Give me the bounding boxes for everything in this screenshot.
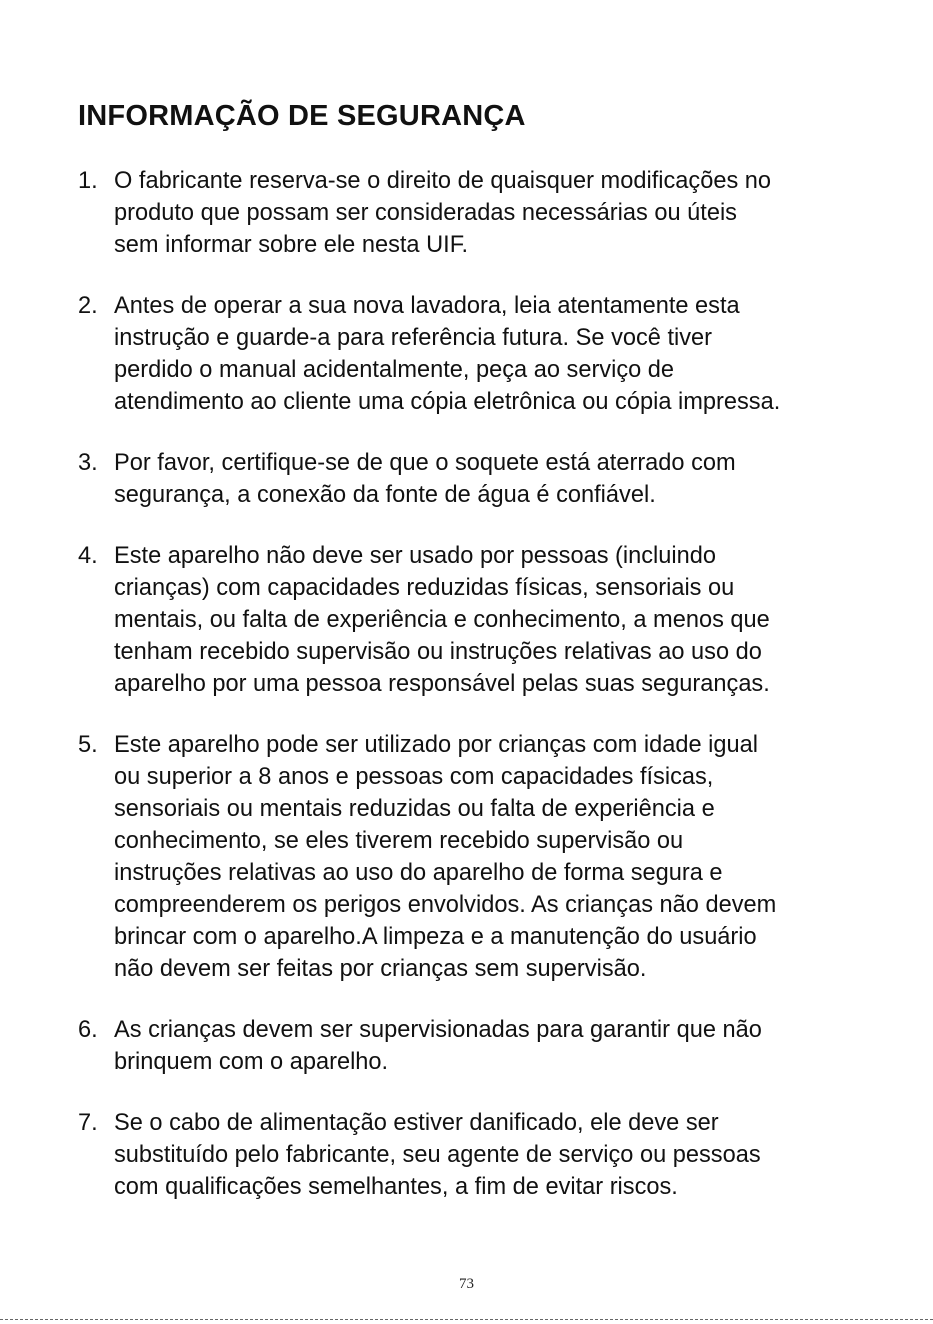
item-line: sensoriais ou mentais reduzidas ou falta de experiência e [114, 796, 715, 822]
item-line: crianças) com capacidades reduzidas físicas, sensoriais ou [114, 575, 735, 601]
item-line: Por favor, certifique-se de que o soquete está aterrado com [114, 450, 736, 476]
item-line: perdido o manual acidentalmente, peça ao serviço de [114, 357, 675, 383]
list-item [78, 1014, 878, 1078]
item-number: 5. [78, 732, 98, 758]
item-line: segurança, a conexão da fonte de água é confiável. [114, 482, 656, 508]
item-line: ou superior a 8 anos e pessoas com capacidades físicas, [114, 764, 714, 790]
item-line: produto que possam ser consideradas necessárias ou úteis [114, 200, 737, 226]
item-line: sem informar sobre ele nesta UIF. [114, 232, 469, 258]
item-line: As crianças devem ser supervisionadas para garantir que não [114, 1017, 762, 1043]
item-number: 6. [78, 1017, 98, 1043]
item-number: 3. [78, 450, 98, 476]
item-line: Se o cabo de alimentação estiver danificado, ele deve ser [114, 1110, 719, 1136]
item-number: 2. [78, 293, 98, 319]
list-item [78, 729, 878, 985]
item-text [114, 1014, 878, 1078]
footer-divider [0, 1319, 933, 1320]
item-line: Antes de operar a sua nova lavadora, leia atentamente esta [114, 293, 740, 319]
item-line: com qualificações semelhantes, a fim de evitar riscos. [114, 1174, 678, 1200]
item-text [114, 447, 878, 511]
item-line: conhecimento, se eles tiverem recebido supervisão ou [114, 828, 684, 854]
item-line: substituído pelo fabricante, seu agente de serviço ou pessoas [114, 1142, 761, 1168]
item-text [114, 540, 878, 700]
item-line: brincar com o aparelho.A limpeza e a manutenção do usuário [114, 924, 757, 950]
list-item [78, 540, 878, 700]
item-line: Este aparelho não deve ser usado por pessoas (incluindo [114, 543, 717, 569]
list-item [78, 165, 878, 261]
item-number: 4. [78, 543, 98, 569]
page-number: 73 [459, 1276, 474, 1292]
item-line: atendimento ao cliente uma cópia eletrônica ou cópia impressa. [114, 389, 781, 415]
page-title: INFORMAÇÃO DE SEGURANÇA [78, 100, 526, 132]
item-line: Este aparelho pode ser utilizado por crianças com idade igual [114, 732, 758, 758]
item-line: instrução e guarde-a para referência futura. Se você tiver [114, 325, 713, 351]
item-line: tenham recebido supervisão ou instruções relativas ao uso do [114, 639, 762, 665]
item-line: aparelho por uma pessoa responsável pelas suas seguranças. [114, 671, 770, 697]
item-text [114, 290, 878, 418]
item-line: não devem ser feitas por crianças sem supervisão. [114, 956, 647, 982]
safety-list [78, 165, 878, 1232]
item-line: O fabricante reserva-se o direito de quaisquer modificações no [114, 168, 772, 194]
item-number: 7. [78, 1110, 98, 1136]
list-item [78, 290, 878, 418]
item-line: brinquem com o aparelho. [114, 1049, 389, 1075]
list-item [78, 447, 878, 511]
item-number: 1. [78, 168, 98, 194]
list-item [78, 1107, 878, 1203]
item-text [114, 729, 878, 985]
item-text [114, 1107, 878, 1203]
item-line: mentais, ou falta de experiência e conhecimento, a menos que [114, 607, 770, 633]
item-line: compreenderem os perigos envolvidos. As crianças não devem [114, 892, 777, 918]
item-line: instruções relativas ao uso do aparelho de forma segura e [114, 860, 723, 886]
item-text [114, 165, 878, 261]
